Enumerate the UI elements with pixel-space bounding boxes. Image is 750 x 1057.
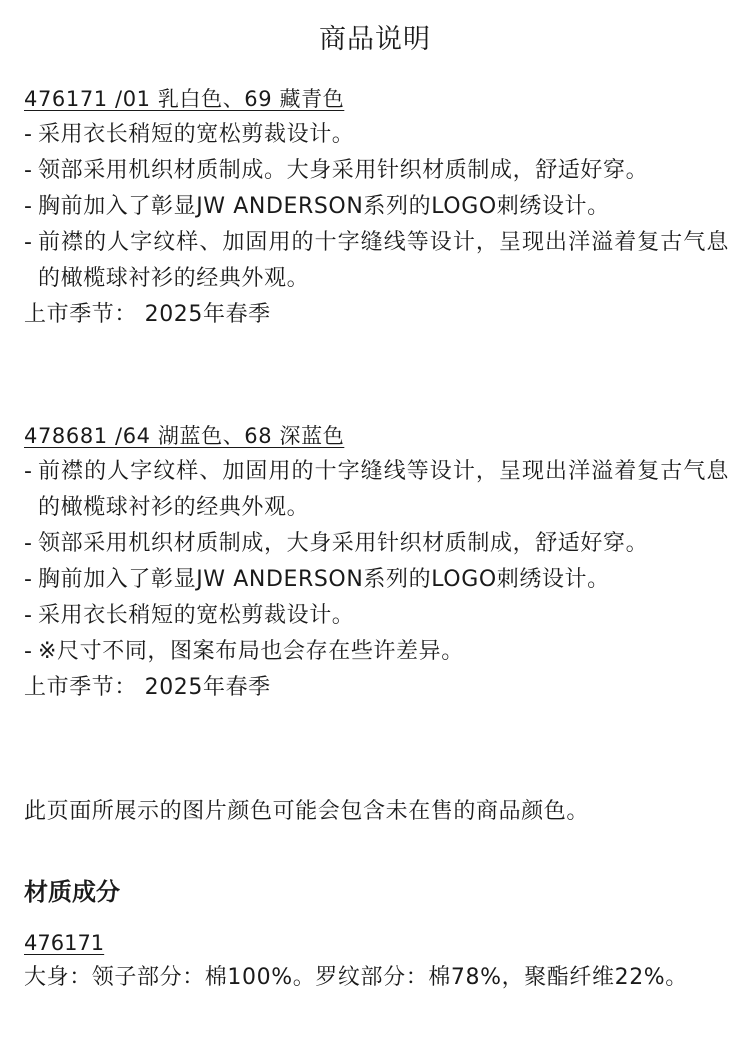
page-title: 商品说明 [319,24,431,55]
feature-item [24,526,729,562]
feature-text: 采用衣长稍短的宽松剪裁设计。 [38,603,355,628]
material-title: 材质成分 [24,878,120,906]
bullet-dash: - [24,603,33,628]
feature-text: 前襟的人字纹样、加固用的十字缝线等设计，呈现出洋溢着复古气息的橄榄球衬衫的经典外观。 [38,459,729,520]
feature-item [24,598,729,634]
feature-item [24,189,729,225]
material-product-code: 476171 [24,931,105,955]
bullet-dash: - [24,567,33,592]
feature-text: 领部采用机织材质制成。大身采用针织材质制成，舒适好穿。 [38,158,649,183]
material-composition: 大身：领子部分：棉100%。罗纹部分：棉78%，聚酯纤维22%。 [24,965,688,990]
material-section [24,926,729,996]
feature-item [24,225,729,297]
feature-text: 采用衣长稍短的宽松剪裁设计。 [38,122,355,147]
feature-item [24,454,729,526]
product-section [24,81,729,333]
feature-text: ※尺寸不同，图案布局也会存在些许差异。 [38,639,464,664]
feature-item [24,634,729,670]
product-heading: 478681 /64 湖蓝色、68 深蓝色 [24,424,345,448]
feature-item [24,153,729,189]
bullet-dash: - [24,459,33,484]
bullet-dash: - [24,194,33,219]
feature-text: 胸前加入了彰显JW ANDERSON系列的LOGO刺绣设计。 [38,567,610,592]
bullet-dash: - [24,158,33,183]
product-section [24,418,729,706]
bullet-dash: - [24,639,33,664]
color-disclaimer: 此页面所展示的图片颜色可能会包含未在售的商品颜色。 [24,799,590,824]
feature-text: 胸前加入了彰显JW ANDERSON系列的LOGO刺绣设计。 [38,194,610,219]
bullet-dash: - [24,122,33,147]
product-heading: 476171 /01 乳白色、69 藏青色 [24,87,345,111]
feature-item [24,117,729,153]
feature-text: 领部采用机织材质制成，大身采用针织材质制成，舒适好穿。 [38,531,649,556]
release-season: 上市季节： 2025年春季 [24,675,271,700]
release-season: 上市季节： 2025年春季 [24,302,271,327]
bullet-dash: - [24,531,33,556]
feature-item [24,562,729,598]
feature-text: 前襟的人字纹样、加固用的十字缝线等设计，呈现出洋溢着复古气息的橄榄球衬衫的经典外观。 [38,230,729,291]
bullet-dash: - [24,230,33,255]
